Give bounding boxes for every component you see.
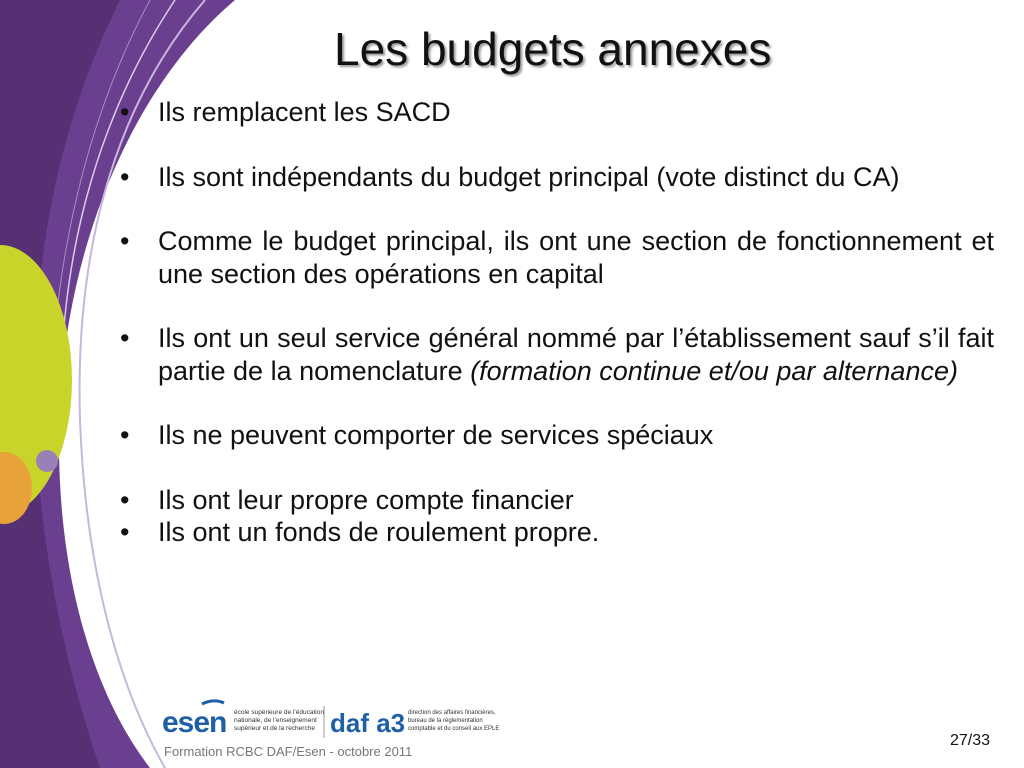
bullet-dot: • (120, 323, 130, 353)
bullet-text: Ils ont un fonds de roulement propre. (158, 517, 600, 547)
partner-logos (160, 698, 500, 742)
bullet-item (118, 322, 994, 387)
bullet-item (118, 484, 994, 517)
bullet-text: Ils ne peuvent comporter de services spéciaux (158, 420, 714, 450)
bullet-dot: • (120, 420, 130, 450)
slide-footer: Formation RCBC DAF/Esen - octobre 2011 (164, 744, 413, 759)
bullet-italic-text: (formation continue et/ou par alternance) (470, 355, 958, 386)
svg-text:nationale, de l’enseignement: nationale, de l’enseignement (234, 717, 317, 724)
svg-text:daf a3: daf a3 (330, 708, 406, 738)
bullet-text: Ils remplacent les SACD (158, 97, 451, 127)
svg-text:direction des affaires financi: direction des affaires financières, (408, 710, 496, 716)
purple-dot (36, 450, 58, 472)
bullet-text: Ils ont leur propre compte financier (158, 484, 574, 515)
bullet-item (118, 419, 994, 452)
esen-logo (162, 701, 324, 739)
bullet-item (118, 225, 994, 290)
bullet-dot: • (120, 484, 130, 515)
svg-text:école supérieure de l’éducatio: école supérieure de l’éducation (234, 709, 324, 716)
daf-a3-logo (330, 708, 499, 738)
bullet-item (118, 96, 994, 129)
bullet-dot: • (120, 517, 130, 547)
page-number: 27/33 (950, 732, 991, 749)
bullet-text: Ils ont un seul service général nommé par l’établissement sauf s’il fait partie de la nomenclature (158, 323, 994, 386)
bullet-dot: • (120, 97, 130, 127)
bullet-item (118, 516, 994, 549)
bullet-dot: • (120, 226, 130, 256)
svg-text:comptable et du conseil aux EP: comptable et du conseil aux EPLE (408, 726, 500, 732)
svg-text:esen: esen (162, 706, 227, 739)
slide-title: Les budgets annexes (334, 23, 772, 75)
bullet-text: Ils sont indépendants du budget principal (vote distinct du CA) (158, 161, 900, 192)
bullet-item (118, 161, 994, 194)
bullet-text: Comme le budget principal, ils ont une section de fonctionnement et une section des opérations en capital (158, 226, 994, 289)
svg-text:bureau de la réglementation: bureau de la réglementation (408, 718, 483, 724)
svg-text:supérieur et de la recherche: supérieur et de la recherche (234, 725, 315, 732)
bullet-list (118, 96, 994, 549)
bullet-dot: • (120, 161, 130, 192)
